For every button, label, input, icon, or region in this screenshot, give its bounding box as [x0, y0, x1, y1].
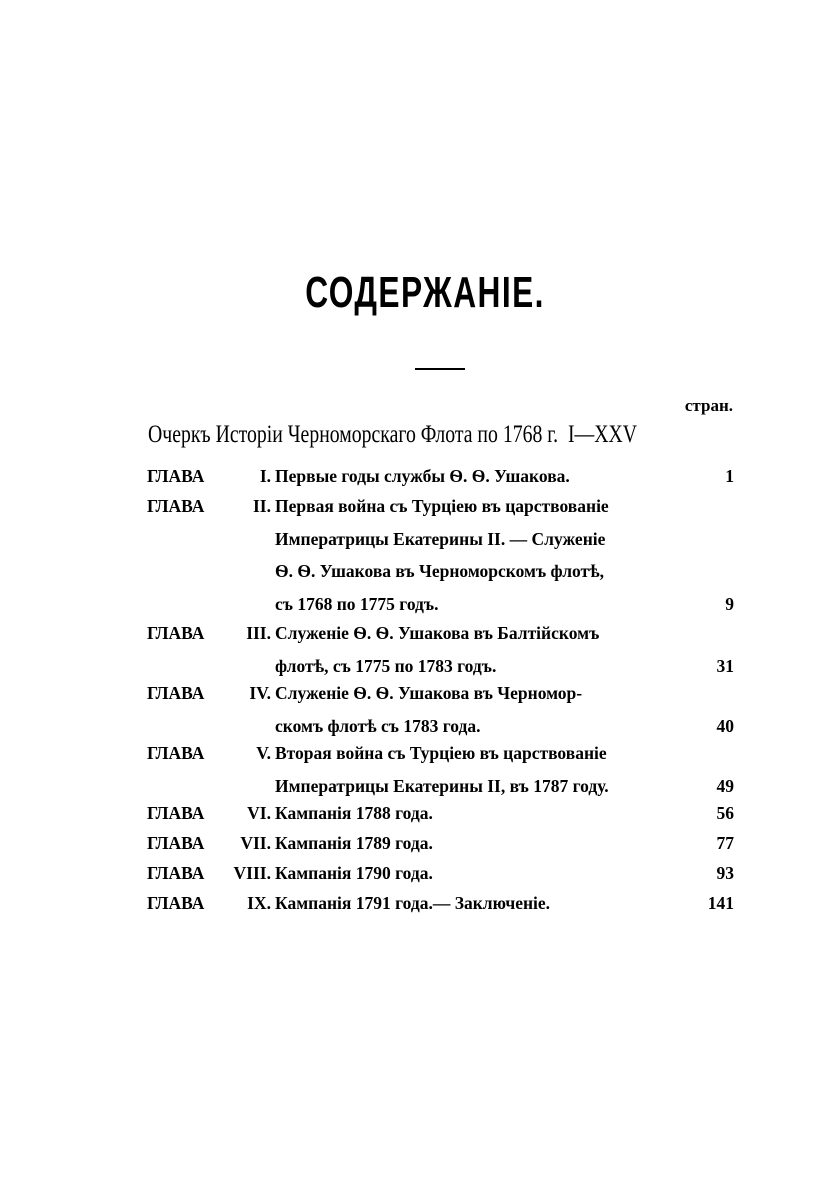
chapter-title-line: Служеніе Ѳ. Ѳ. Ушакова въ Балтійскомъ — [275, 623, 600, 643]
chapter-numeral: VI. — [247, 803, 271, 823]
chapter-word: ГЛАВА — [147, 743, 205, 763]
chapter-title — [275, 857, 695, 890]
chapter-word: ГЛАВА — [147, 893, 205, 913]
chapter-title-line: Служеніе Ѳ. Ѳ. Ушакова въ Черномор- — [275, 683, 583, 703]
intro-pages: I—XXV — [567, 421, 638, 448]
chapter-title-line: Первые годы службы Ѳ. Ѳ. Ушакова. — [275, 466, 570, 486]
chapter-label — [147, 490, 271, 523]
title-divider — [415, 368, 465, 370]
chapter-label — [147, 857, 271, 890]
chapter-title — [275, 677, 695, 742]
chapter-title-line: Ѳ. Ѳ. Ушакова въ Черноморскомъ флотѣ, — [275, 561, 605, 581]
chapter-word: ГЛАВА — [147, 496, 205, 516]
chapter-numeral: III. — [246, 623, 271, 643]
chapter-title-line: Кампанія 1790 года. — [275, 863, 433, 883]
chapter-page-number: 31 — [716, 655, 734, 676]
chapter-page-number: 141 — [707, 893, 734, 913]
chapter-title — [275, 827, 695, 860]
chapter-title-line: Первая война съ Турціею въ царствованіе — [275, 496, 609, 516]
chapter-numeral: IX. — [247, 893, 271, 913]
chapter-label — [147, 677, 271, 710]
chapter-numeral: II. — [253, 496, 271, 516]
chapter-page-number: 9 — [725, 593, 734, 614]
chapter-label — [147, 887, 271, 920]
chapter-numeral: VIII. — [233, 863, 271, 883]
chapter-word: ГЛАВА — [147, 623, 205, 643]
chapter-label — [147, 460, 271, 493]
chapter-title-line: Кампанія 1788 года. — [275, 803, 433, 823]
chapter-numeral: IV. — [249, 683, 271, 703]
chapter-numeral: V. — [256, 743, 271, 763]
chapter-title-line: Кампанія 1789 года. — [275, 833, 433, 853]
chapter-title-line: Вторая война съ Турціею въ царствованіе — [275, 743, 607, 763]
chapter-page-number: 40 — [716, 715, 734, 736]
intro-entry — [148, 421, 738, 449]
chapter-label — [147, 797, 271, 830]
chapter-title — [275, 460, 695, 493]
chapter-numeral: VII. — [240, 833, 271, 853]
chapter-page-number: 93 — [716, 863, 734, 883]
chapter-word: ГЛАВА — [147, 833, 205, 853]
intro-text: Очеркъ Исторіи Черноморскаго Флота по 1768 г. — [148, 421, 559, 448]
chapter-title — [275, 737, 695, 802]
chapter-title-line: флотѣ, съ 1775 по 1783 годъ. — [275, 655, 497, 676]
chapter-numeral: I. — [259, 466, 271, 486]
chapter-title — [275, 797, 695, 830]
chapter-word: ГЛАВА — [147, 803, 205, 823]
chapter-title-line: Императрицы Екатерины II, въ 1787 году. — [275, 775, 609, 796]
chapter-page-number: 77 — [716, 833, 734, 853]
chapter-word: ГЛАВА — [147, 683, 205, 703]
chapter-word: ГЛАВА — [147, 863, 205, 883]
chapter-page-number: 1 — [725, 466, 734, 486]
chapter-title-line: съ 1768 по 1775 годъ. — [275, 593, 439, 614]
chapter-page-number: 56 — [716, 803, 734, 823]
chapter-title — [275, 887, 695, 920]
chapter-title-line: скомъ флотѣ съ 1783 года. — [275, 715, 481, 736]
page-column-label: стран. — [684, 396, 733, 415]
chapter-page-number: 49 — [716, 775, 734, 796]
chapter-word: ГЛАВА — [147, 466, 205, 486]
chapter-title — [275, 617, 695, 682]
chapter-title-line: Кампанія 1791 года.— Заключеніе. — [275, 893, 551, 913]
chapter-label — [147, 827, 271, 860]
chapter-label — [147, 617, 271, 650]
page-title: СОДЕРЖАНІЕ. — [305, 268, 545, 317]
chapter-title-line: Императрицы Екатерины II. — Служеніе — [275, 528, 606, 549]
chapter-label — [147, 737, 271, 770]
chapter-title — [275, 490, 695, 620]
